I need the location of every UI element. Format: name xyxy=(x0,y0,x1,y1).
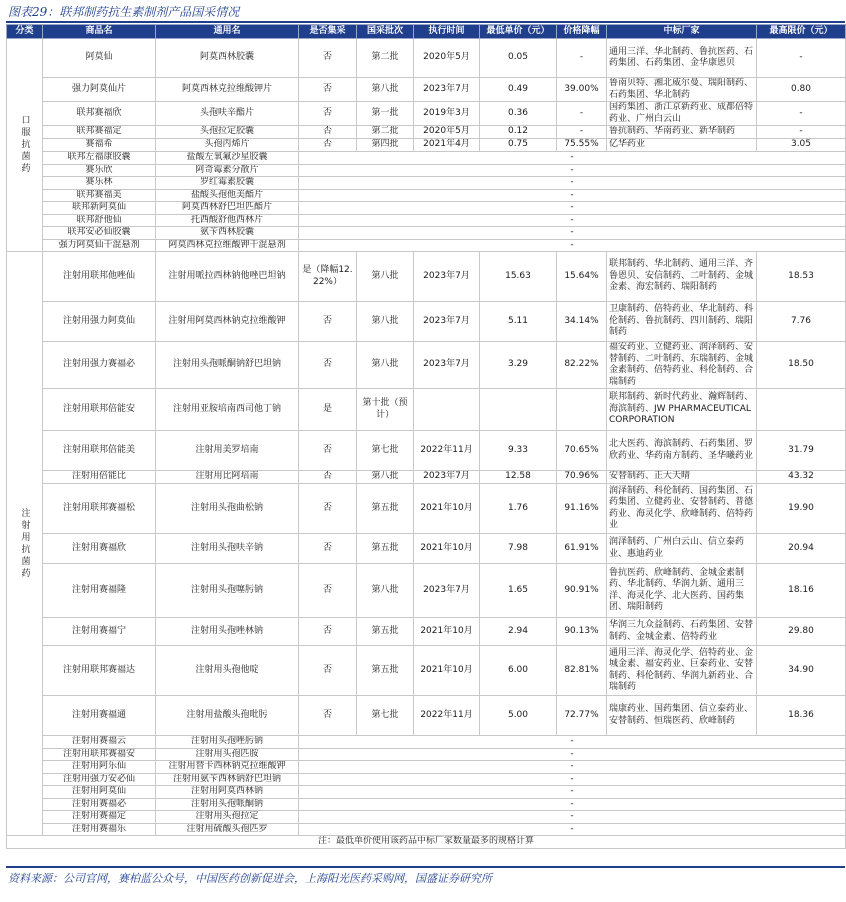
table-row xyxy=(7,811,846,824)
table-cell: 联邦安必仙胶囊 xyxy=(43,227,156,240)
header-cell: 分类 xyxy=(7,25,43,39)
table-row xyxy=(7,227,846,240)
table-cell: 否 xyxy=(299,78,357,102)
table-cell: 18.16 xyxy=(757,564,846,618)
table-cell: - xyxy=(299,152,846,165)
table-cell: 6.00 xyxy=(480,646,557,696)
table-cell: 第四批 xyxy=(357,139,414,152)
mfr-cell: 卫康制药、倍特药业、华北制药、科伦制药、鲁抗制药、四川制药、瑞阳制药 xyxy=(607,302,757,342)
table-cell: 阿莫西林舒巴坦匹酯片 xyxy=(156,202,299,215)
table-cell: 赛福希 xyxy=(43,139,156,152)
table-cell: 第五批 xyxy=(357,484,414,534)
table-row xyxy=(7,189,846,202)
table-cell: 注射用阿乐仙 xyxy=(43,761,156,774)
table-cell: 否 xyxy=(299,102,357,126)
table-row xyxy=(7,471,846,484)
table-cell: 91.16% xyxy=(557,484,607,534)
table-cell: - xyxy=(299,202,846,215)
table-cell: 阿莫西林克拉维酸钾片 xyxy=(156,78,299,102)
table-row xyxy=(7,139,846,152)
table-cell: 2023年7月 xyxy=(414,252,480,302)
table-cell: 2022年11月 xyxy=(414,696,480,736)
table-cell: 3.29 xyxy=(480,342,557,389)
table-cell: 第五批 xyxy=(357,618,414,646)
mfr-cell: 福安药业、立健药业、润泽制药、安替制药、二叶制药、东瑞制药、金城金素制药、倍特药业、科伦制药、合瑞制药 xyxy=(607,342,757,389)
mfr-cell: 通用三洋、海灵化学、倍特药业、金城金素、福安药业、巨泰药业、安替制药、科伦制药、华润九新药业、合瑞制药 xyxy=(607,646,757,696)
mfr-cell: 通用三洋、华北制药、鲁抗医药、石药集团、石药集团、金华康恩贝 xyxy=(607,39,757,78)
table-cell: 注射用头孢唑林钠 xyxy=(156,618,299,646)
table-cell xyxy=(480,389,557,431)
mfr-cell: 瑞康药业、国药集团、信立泰药业、安替制药、恒瑞医药、欣峰制药 xyxy=(607,696,757,736)
table-cell: - xyxy=(299,786,846,799)
table-cell: - xyxy=(299,811,846,824)
table-cell: - xyxy=(557,126,607,139)
table-cell: - xyxy=(299,164,846,177)
table-cell: 注射用头孢噻肟钠 xyxy=(156,564,299,618)
table-cell: 强力阿莫仙片 xyxy=(43,78,156,102)
mfr-cell: 国药集团、浙江京新药业、成都倍特药业、广州白云山 xyxy=(607,102,757,126)
table-cell: 注射用头孢哌酮钠舒巴坦钠 xyxy=(156,342,299,389)
table-cell: 12.58 xyxy=(480,471,557,484)
table-row xyxy=(7,389,846,431)
table-cell: 第一批 xyxy=(357,102,414,126)
table-cell: - xyxy=(299,214,846,227)
table-cell: 0.80 xyxy=(757,78,846,102)
table-cell: 2020年5月 xyxy=(414,126,480,139)
table-cell: 否 xyxy=(299,696,357,736)
table-cell: 氨苄西林胶囊 xyxy=(156,227,299,240)
table-row xyxy=(7,761,846,774)
table-cell: 18.50 xyxy=(757,342,846,389)
table-cell: 注射用头孢匹胺 xyxy=(156,748,299,761)
header-cell: 国采批次 xyxy=(357,25,414,39)
table-cell: - xyxy=(557,39,607,78)
table-cell: 注射用头孢拉定 xyxy=(156,811,299,824)
table-cell: 注射用赛福云 xyxy=(43,736,156,749)
table-row xyxy=(7,78,846,102)
table-cell xyxy=(557,389,607,431)
mfr-cell: 安替制药、正大天晴 xyxy=(607,471,757,484)
table-cell: 头孢呋辛酯片 xyxy=(156,102,299,126)
table-cell: - xyxy=(299,227,846,240)
table-cell: 15.64% xyxy=(557,252,607,302)
table-cell: 2022年11月 xyxy=(414,431,480,471)
table-cell: 注射用赛福隆 xyxy=(43,564,156,618)
table-cell: 19.90 xyxy=(757,484,846,534)
vbp-table xyxy=(6,24,846,849)
table-cell: 注射用头孢曲松钠 xyxy=(156,484,299,534)
table-cell: 注射用阿莫西林钠 xyxy=(156,786,299,799)
header-cell: 通用名 xyxy=(156,25,299,39)
table-cell: 2023年7月 xyxy=(414,302,480,342)
table-cell: 注射用头孢唑肟钠 xyxy=(156,736,299,749)
mfr-cell: 华润三九众益制药、石药集团、安替制药、金城金素、倍特药业 xyxy=(607,618,757,646)
table-cell: 注射用比阿培南 xyxy=(156,471,299,484)
table-cell: 1.65 xyxy=(480,564,557,618)
table-cell: 第七批 xyxy=(357,696,414,736)
table-row xyxy=(7,202,846,215)
table-cell: 阿莫西林克拉维酸钾干混悬剂 xyxy=(156,239,299,252)
table-note: 注：最低单价使用该药品中标厂家数量最多的规格计算 xyxy=(7,836,846,849)
table-cell: 43.32 xyxy=(757,471,846,484)
table-cell: 阿莫西林胶囊 xyxy=(156,39,299,78)
table-cell: 第五批 xyxy=(357,534,414,564)
table-cell: 2021年10月 xyxy=(414,618,480,646)
table-cell: 34.14% xyxy=(557,302,607,342)
table-cell: 2020年5月 xyxy=(414,39,480,78)
table-cell: 61.91% xyxy=(557,534,607,564)
table-cell: 39.00% xyxy=(557,78,607,102)
table-cell: 联邦赛福美 xyxy=(43,189,156,202)
table-row xyxy=(7,618,846,646)
table-cell: 注射用联邦倍能美 xyxy=(43,431,156,471)
header-cell: 最低单价（元） xyxy=(480,25,557,39)
table-cell: - xyxy=(299,823,846,836)
header-cell: 最高限价（元） xyxy=(757,25,846,39)
table-row xyxy=(7,534,846,564)
table-cell: 2021年10月 xyxy=(414,484,480,534)
table-cell: 阿奇霉素分散片 xyxy=(156,164,299,177)
table-cell: 9.33 xyxy=(480,431,557,471)
table-row xyxy=(7,126,846,139)
table-cell: 7.98 xyxy=(480,534,557,564)
table-cell: 注射用赛福通 xyxy=(43,696,156,736)
table-row xyxy=(7,736,846,749)
table-cell: 阿莫仙 xyxy=(43,39,156,78)
mfr-cell: 亿华药业 xyxy=(607,139,757,152)
mfr-cell: 联邦制药、华北制药、通用三洋、齐鲁恩贝、安信制药、二叶制药、金城金素、海宏制药、瑞阳制药 xyxy=(607,252,757,302)
table-cell: 第五批 xyxy=(357,646,414,696)
table-cell: 注射用阿莫西林钠克拉维酸钾 xyxy=(156,302,299,342)
table-cell: 注射用赛福宁 xyxy=(43,618,156,646)
table-cell: 注射用替卡西林钠克拉维酸钾 xyxy=(156,761,299,774)
table-row xyxy=(7,214,846,227)
table-row xyxy=(7,484,846,534)
table-cell: 注射用头孢呋辛钠 xyxy=(156,534,299,564)
table-cell: 否 xyxy=(299,126,357,139)
bottom-rule xyxy=(6,866,845,868)
table-cell: 注射用赛福定 xyxy=(43,811,156,824)
header-row xyxy=(7,25,846,39)
table-cell: 2.94 xyxy=(480,618,557,646)
table-cell: 75.55% xyxy=(557,139,607,152)
table-cell xyxy=(757,389,846,431)
table-cell: 赛乐欣 xyxy=(43,164,156,177)
table-cell: 3.05 xyxy=(757,139,846,152)
table-cell: 2023年7月 xyxy=(414,471,480,484)
table-cell: 注射用美罗培南 xyxy=(156,431,299,471)
cat-cell: 注射用抗菌药 xyxy=(7,252,43,836)
header-cell: 价格降幅 xyxy=(557,25,607,39)
table-cell: - xyxy=(299,798,846,811)
table-cell: 否 xyxy=(299,39,357,78)
table-cell: 否 xyxy=(299,342,357,389)
table-row xyxy=(7,342,846,389)
table-cell: 82.22% xyxy=(557,342,607,389)
header-cell: 执行时间 xyxy=(414,25,480,39)
table-cell: - xyxy=(299,177,846,190)
table-cell: 2023年7月 xyxy=(414,564,480,618)
table-cell: 0.05 xyxy=(480,39,557,78)
table-cell: - xyxy=(299,761,846,774)
mfr-cell: 鲁抗制药、华南药业、新华制药 xyxy=(607,126,757,139)
mfr-cell: 北大医药、海滨制药、石药集团、罗欣药业、华药南方制药、圣华曦药业 xyxy=(607,431,757,471)
table-row xyxy=(7,748,846,761)
table-cell: 注射用头孢他啶 xyxy=(156,646,299,696)
table-cell: 15.63 xyxy=(480,252,557,302)
table-cell: 31.79 xyxy=(757,431,846,471)
table-cell: 注射用强力阿莫仙 xyxy=(43,302,156,342)
table-row xyxy=(7,302,846,342)
table-cell: 70.65% xyxy=(557,431,607,471)
source-note: 资料来源：公司官网，赛柏蓝公众号，中国医药创新促进会，上海阳光医药采购网，国盛证券研究所 xyxy=(8,872,492,885)
table-cell: - xyxy=(299,773,846,786)
table-cell: 第二批 xyxy=(357,39,414,78)
table-cell: 联邦赛福定 xyxy=(43,126,156,139)
table-cell: - xyxy=(299,736,846,749)
table-cell: 72.77% xyxy=(557,696,607,736)
table-cell: 否 xyxy=(299,484,357,534)
table-cell: 罗红霉素胶囊 xyxy=(156,177,299,190)
table-cell: 第十批（预计） xyxy=(357,389,414,431)
mfr-cell: 鲁南贝特、湘北威尔曼、瑞阳制药、石药集团、华北制药 xyxy=(607,78,757,102)
table-cell: 82.81% xyxy=(557,646,607,696)
table-cell: 否 xyxy=(299,646,357,696)
figure-title: 图表29：联邦制药抗生素制剂产品国采情况 xyxy=(8,5,240,19)
table-cell: 20.94 xyxy=(757,534,846,564)
table-cell: 2021年4月 xyxy=(414,139,480,152)
table-row xyxy=(7,177,846,190)
table-cell: 注射用赛福必 xyxy=(43,798,156,811)
table-row xyxy=(7,164,846,177)
mfr-cell: 联邦制药、新时代药业、瀚辉制药、海滨制药、JW PHARMACEUTICAL CORPORATION xyxy=(607,389,757,431)
table-cell: 0.12 xyxy=(480,126,557,139)
table-cell: 注射用盐酸头孢吡肟 xyxy=(156,696,299,736)
table-cell: 联邦赛福欣 xyxy=(43,102,156,126)
table-cell: 盐酸头孢他美酯片 xyxy=(156,189,299,202)
header-cell: 商品名 xyxy=(43,25,156,39)
table-cell: - xyxy=(757,102,846,126)
table-cell: 强力阿莫仙干混悬剂 xyxy=(43,239,156,252)
table-cell: 赛乐林 xyxy=(43,177,156,190)
table-cell: 2023年7月 xyxy=(414,342,480,389)
table-cell: 联邦左福康胶囊 xyxy=(43,152,156,165)
table-cell: 90.13% xyxy=(557,618,607,646)
table-cell: 注射用头孢哌酮钠 xyxy=(156,798,299,811)
top-rule xyxy=(6,21,845,23)
header-cell: 中标厂家 xyxy=(607,25,757,39)
table-cell: 否 xyxy=(299,302,357,342)
table-cell: 5.11 xyxy=(480,302,557,342)
table-cell: 注射用联邦赛福松 xyxy=(43,484,156,534)
table-cell: 0.49 xyxy=(480,78,557,102)
table-cell: 托西酸舒他西林片 xyxy=(156,214,299,227)
table-cell: 头孢丙烯片 xyxy=(156,139,299,152)
table-cell: 注射用倍能比 xyxy=(43,471,156,484)
table-cell: 34.90 xyxy=(757,646,846,696)
table-row xyxy=(7,431,846,471)
table-cell: 是（降幅12.22%） xyxy=(299,252,357,302)
table-cell: 注射用氨苄西林钠舒巴坦钠 xyxy=(156,773,299,786)
table-cell: 头孢拉定胶囊 xyxy=(156,126,299,139)
table-cell: 第八批 xyxy=(357,342,414,389)
table-cell: 否 xyxy=(299,431,357,471)
table-cell: - xyxy=(757,126,846,139)
table-cell: 第八批 xyxy=(357,252,414,302)
table-cell: 否 xyxy=(299,139,357,152)
table-cell: 联邦新阿莫仙 xyxy=(43,202,156,215)
table-cell: 第八批 xyxy=(357,471,414,484)
table-cell: - xyxy=(299,239,846,252)
table-cell: 注射用赛福乐 xyxy=(43,823,156,836)
cat-cell: 口服抗菌药 xyxy=(7,39,43,252)
table-row xyxy=(7,39,846,78)
table-cell: 注射用阿莫仙 xyxy=(43,786,156,799)
table-cell: 2023年7月 xyxy=(414,78,480,102)
table-row xyxy=(7,786,846,799)
table-cell: 注射用亚胺培南西司他丁钠 xyxy=(156,389,299,431)
table-row xyxy=(7,152,846,165)
table-cell: 注射用联邦赛福安 xyxy=(43,748,156,761)
table-cell: 盐酸左氧氟沙星胶囊 xyxy=(156,152,299,165)
table-row xyxy=(7,564,846,618)
mfr-cell: 润泽制药、广州白云山、信立泰药业、惠迪药业 xyxy=(607,534,757,564)
header-cell: 是否集采 xyxy=(299,25,357,39)
table-cell: - xyxy=(299,748,846,761)
table-cell: 0.75 xyxy=(480,139,557,152)
table-cell: 注射用联邦倍能安 xyxy=(43,389,156,431)
table-cell: 2019年3月 xyxy=(414,102,480,126)
table-cell: 第八批 xyxy=(357,78,414,102)
table-cell: 0.36 xyxy=(480,102,557,126)
table-row xyxy=(7,696,846,736)
table-cell: 否 xyxy=(299,618,357,646)
table-row xyxy=(7,646,846,696)
table-cell: 注射用联邦赛福达 xyxy=(43,646,156,696)
table-cell: - xyxy=(757,39,846,78)
table-cell: 联邦舒他仙 xyxy=(43,214,156,227)
table-cell: 2021年10月 xyxy=(414,534,480,564)
table-cell: 29.80 xyxy=(757,618,846,646)
table-cell: 注射用强力安必仙 xyxy=(43,773,156,786)
table-cell: 第二批 xyxy=(357,126,414,139)
table-cell: 70.96% xyxy=(557,471,607,484)
table-cell: 18.36 xyxy=(757,696,846,736)
table-cell: 第八批 xyxy=(357,302,414,342)
table-cell: 注射用强力赛福必 xyxy=(43,342,156,389)
table-cell: 第七批 xyxy=(357,431,414,471)
table-row xyxy=(7,798,846,811)
table-row xyxy=(7,823,846,836)
table-cell: 90.91% xyxy=(557,564,607,618)
table-cell: 第八批 xyxy=(357,564,414,618)
table-cell: 2021年10月 xyxy=(414,646,480,696)
table-cell: 否 xyxy=(299,564,357,618)
table-row xyxy=(7,252,846,302)
table-cell: 注射用赛福欣 xyxy=(43,534,156,564)
table-row xyxy=(7,239,846,252)
mfr-cell: 润泽制药、科伦制药、国药集团、石药集团、立健药业、安替制药、普德药业、海灵化学、欣峰制药、倍特药业 xyxy=(607,484,757,534)
table-cell: 7.76 xyxy=(757,302,846,342)
table-cell: - xyxy=(557,102,607,126)
table-cell xyxy=(414,389,480,431)
table-row xyxy=(7,773,846,786)
table-cell: 注射用硫酸头孢匹罗 xyxy=(156,823,299,836)
table-cell: 18.53 xyxy=(757,252,846,302)
table-cell: 否 xyxy=(299,534,357,564)
table-cell: 是 xyxy=(299,389,357,431)
table-cell: 注射用哌拉西林钠他唑巴坦钠 xyxy=(156,252,299,302)
table-cell: 否 xyxy=(299,471,357,484)
table-cell: 1.76 xyxy=(480,484,557,534)
table-cell: - xyxy=(299,189,846,202)
mfr-cell: 鲁抗医药、欣峰制药、金城金素制药、华北制药、华润九新、通用三洋、海灵化学、北大医药、国药集团、瑞阳制药 xyxy=(607,564,757,618)
note-row xyxy=(7,836,846,849)
table-row xyxy=(7,102,846,126)
table-cell: 注射用联邦他唑仙 xyxy=(43,252,156,302)
table-cell: 5.00 xyxy=(480,696,557,736)
